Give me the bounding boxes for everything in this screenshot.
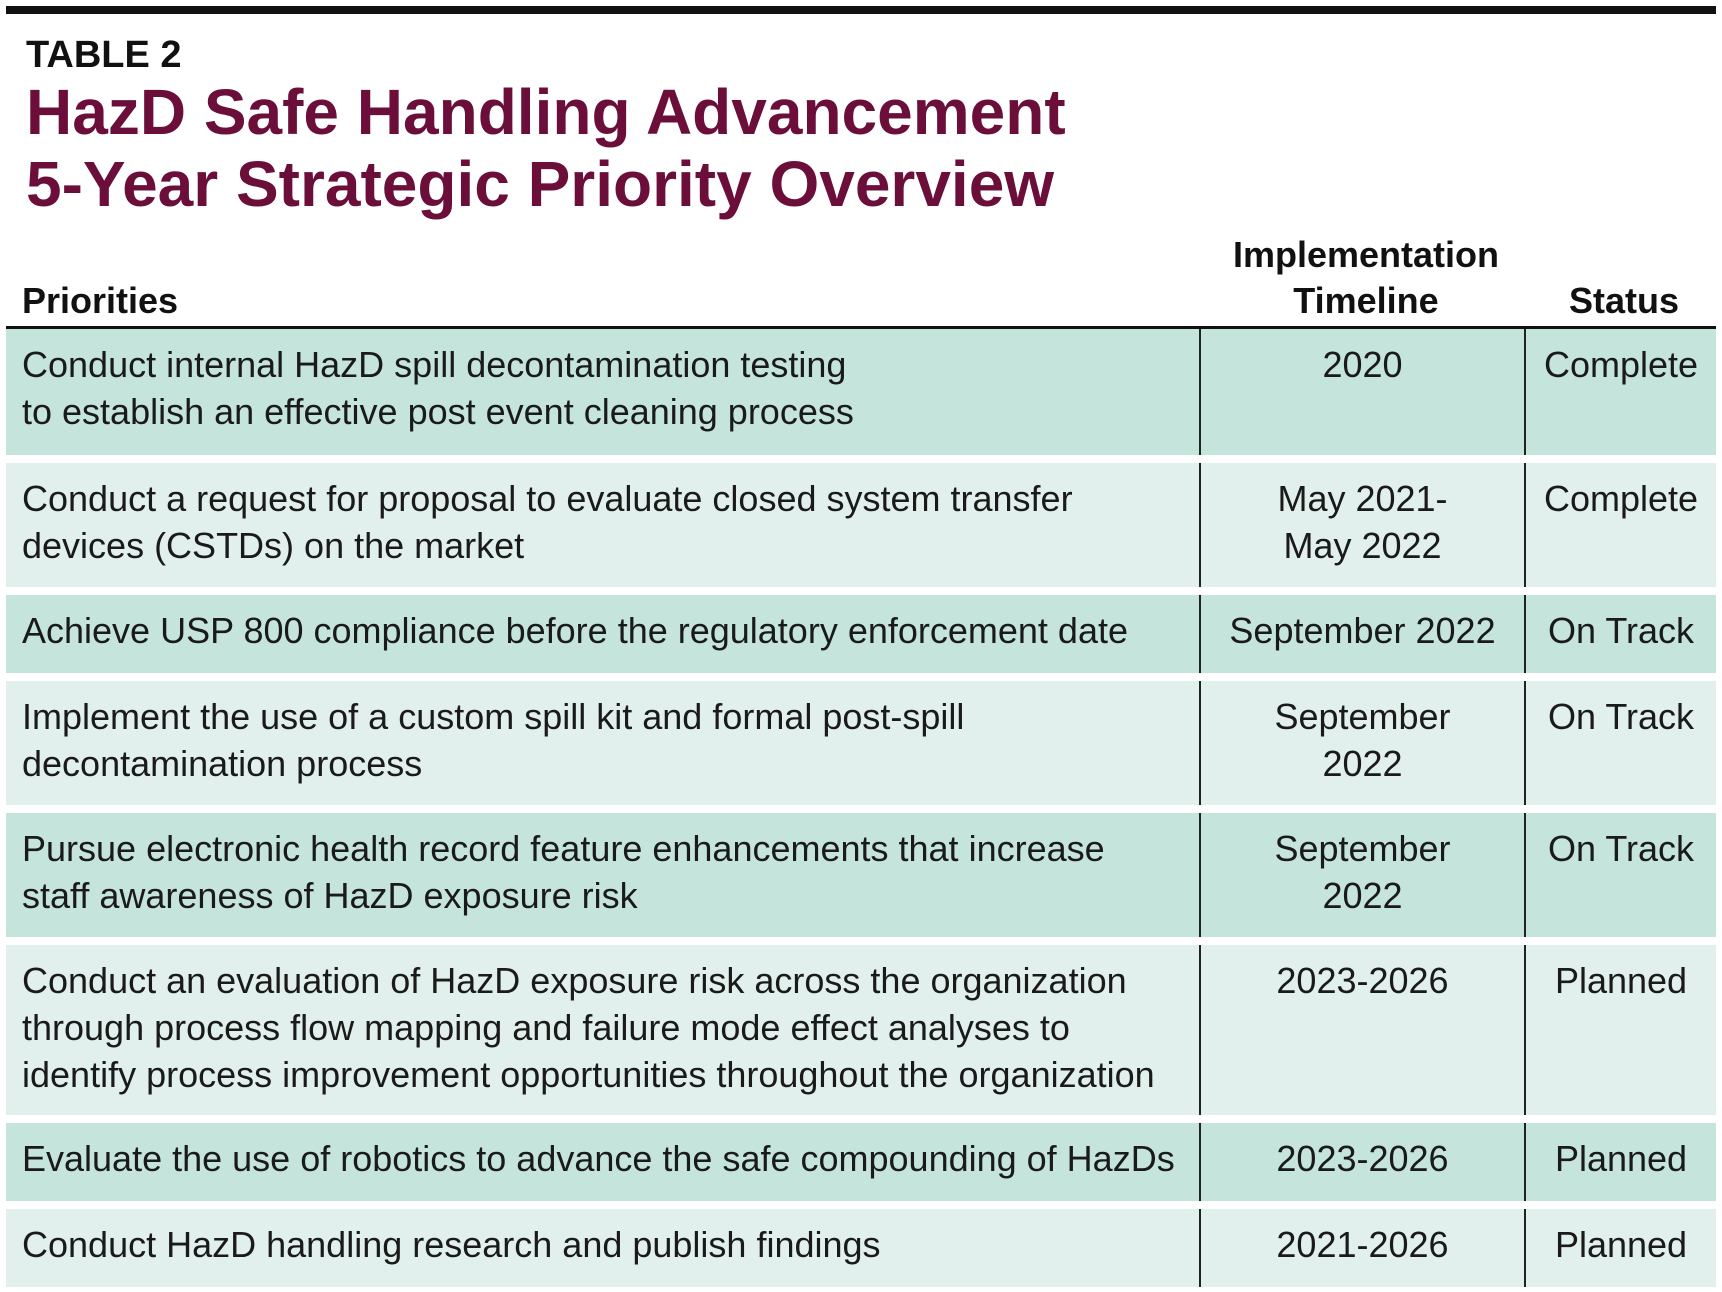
- title-line-1: HazD Safe Handling Advancement: [26, 76, 1066, 148]
- status-cell: Planned: [1554, 1138, 1688, 1179]
- table-row: [6, 945, 1716, 1115]
- column-header-priorities: Priorities: [22, 280, 179, 321]
- timeline-cell: [1201, 813, 1526, 937]
- timeline-cell: [1201, 681, 1526, 805]
- status-cell: On Track: [1547, 828, 1695, 869]
- status-cell: Complete: [1543, 344, 1699, 385]
- table-row: [6, 1123, 1716, 1201]
- timeline-cell: 2021-2026: [1201, 1209, 1526, 1287]
- priority-cell: Achieve USP 800 compliance before the regulatory enforcement date: [6, 595, 1201, 673]
- table-label: TABLE 2: [26, 34, 182, 76]
- status-cell: Complete: [1543, 478, 1699, 519]
- table-frame: [6, 6, 1716, 1286]
- status-cell: On Track: [1547, 696, 1695, 737]
- table-row: [6, 329, 1716, 455]
- table-row: [6, 595, 1716, 673]
- priority-cell: [6, 681, 1201, 805]
- priority-cell: Conduct an evaluation of HazD exposure risk across the organization through process flow mapping and failure mode effect analyses to identify process improvement opportunities throughout the organization: [6, 945, 1201, 1115]
- priority-cell: Conduct HazD handling research and publish findings: [6, 1209, 1201, 1287]
- priority-text: Conduct internal HazD spill decontamination testing to establish an effective post event cleaning process: [22, 344, 854, 432]
- timeline-text: September 2022: [1274, 828, 1451, 916]
- status-cell: Planned: [1554, 1224, 1688, 1265]
- title-line-2: 5-Year Strategic Priority Overview: [26, 148, 1055, 220]
- status-cell: On Track: [1547, 610, 1695, 651]
- priority-text: Implement the use of a custom spill kit and formal post-spill decontamination process: [22, 696, 965, 784]
- table-row: [6, 463, 1716, 587]
- priority-text: Pursue electronic health record feature enhancements that increase staff awareness of HazD exposure risk: [22, 828, 1105, 916]
- table-row: [6, 813, 1716, 937]
- column-header-timeline: [1206, 232, 1526, 324]
- column-header-timeline-line-1: Implementation: [1232, 234, 1500, 275]
- timeline-cell: 2020: [1201, 329, 1526, 455]
- column-header-status: Status: [1568, 280, 1680, 321]
- timeline-cell: September 2022: [1201, 595, 1526, 673]
- priority-cell: [6, 329, 1201, 455]
- table-row: [6, 1209, 1716, 1287]
- priority-cell: Evaluate the use of robotics to advance the safe compounding of HazDs: [6, 1123, 1201, 1201]
- priority-cell: Conduct a request for proposal to evaluate closed system transfer devices (CSTDs) on the market: [6, 463, 1201, 587]
- timeline-cell: 2023-2026: [1201, 1123, 1526, 1201]
- timeline-text: September 2022: [1274, 696, 1451, 784]
- status-cell: Planned: [1554, 960, 1688, 1001]
- table-row: [6, 681, 1716, 805]
- timeline-cell: [1201, 463, 1526, 587]
- timeline-text: May 2021- May 2022: [1277, 478, 1448, 566]
- timeline-cell: 2023-2026: [1201, 945, 1526, 1115]
- table-title: [26, 76, 1226, 220]
- column-header-timeline-line-2: Timeline: [1293, 280, 1439, 321]
- priority-cell: [6, 813, 1201, 937]
